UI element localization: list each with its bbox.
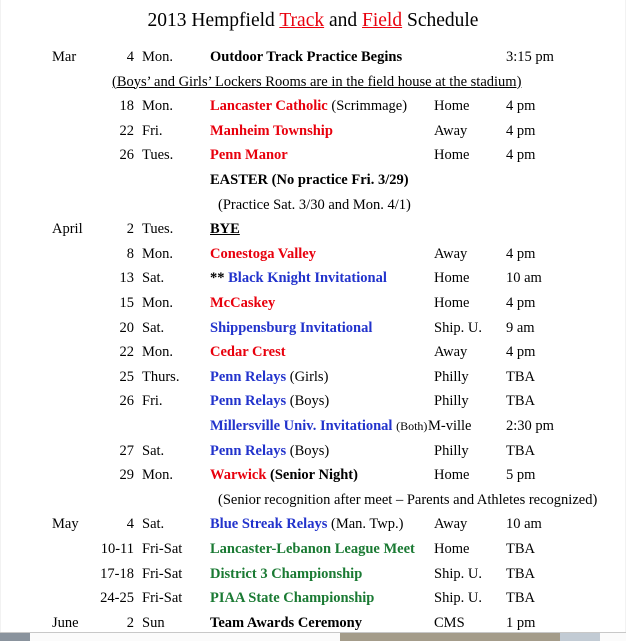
row-event (210, 242, 432, 266)
row-month: Mar (52, 49, 77, 65)
event-name: Blue Streak Relays (210, 516, 328, 533)
schedule-note: (Practice Sat. 3/30 and Mon. 4/1) (218, 196, 411, 213)
row-location: Ship. U. (434, 590, 482, 607)
event-name: Penn Relays (210, 393, 287, 410)
row-time: 10 am (506, 516, 542, 533)
event-note: (Scrimmage) (331, 98, 408, 115)
row-time: 5 pm (506, 467, 536, 484)
event-name: Conestoga Valley (210, 245, 316, 262)
event-name: Team Awards Ceremony (210, 614, 362, 631)
row-location: Ship. U. (434, 565, 482, 582)
row-location: Home (434, 541, 470, 557)
row-day: 27 (119, 442, 134, 459)
event-name: PIAA State Championship (210, 590, 375, 607)
event-name: District 3 Championship (210, 565, 363, 582)
row-event (210, 414, 432, 438)
row-day: 8 (126, 245, 134, 262)
schedule-note: (Senior recognition after meet – Parents and Athletes recognized) (218, 491, 598, 508)
event-name: Lancaster-Lebanon League Meet (210, 541, 415, 557)
event-name: Black Knight Invitational (228, 270, 387, 287)
row-location: CMS (434, 614, 465, 631)
row-weekday: Tues. (142, 221, 174, 238)
row-weekday: Sat. (142, 319, 165, 336)
table-row (0, 463, 626, 487)
row-day: 22 (119, 122, 134, 139)
row-location: Philly (434, 442, 469, 459)
row-day: 13 (119, 270, 134, 287)
table-row (0, 168, 626, 192)
event-name: Penn Relays (210, 368, 287, 385)
row-location: Home (434, 98, 470, 115)
row-weekday: Mon. (142, 245, 174, 262)
row-event (210, 94, 432, 118)
table-row (0, 562, 626, 586)
row-event (210, 611, 432, 635)
row-weekday: Sun (142, 614, 165, 631)
row-event (210, 512, 432, 536)
row-day: 2 (126, 614, 134, 631)
row-month: May (52, 516, 79, 533)
row-location: M-ville (428, 418, 472, 434)
row-time: TBA (506, 565, 535, 582)
row-event (210, 217, 432, 241)
row-event (210, 45, 432, 69)
event-name: Penn Manor (210, 147, 288, 164)
event-name: McCaskey (210, 295, 276, 311)
row-day: 17-18 (100, 565, 134, 582)
table-row (0, 586, 626, 610)
row-location: Away (434, 516, 468, 533)
row-time: 4 pm (506, 295, 536, 311)
event-name: EASTER (210, 172, 269, 188)
row-day: 22 (119, 344, 134, 361)
row-day: 10-11 (100, 541, 134, 557)
desktop-strip-segment (340, 633, 560, 641)
event-note: (Boys) (289, 442, 330, 459)
row-weekday: Sat. (142, 270, 165, 287)
row-day: 4 (126, 49, 134, 65)
row-event (210, 143, 432, 167)
table-row (0, 414, 626, 438)
row-weekday: Sat. (142, 516, 165, 533)
row-time: 9 am (506, 319, 535, 336)
event-note: (Both) (396, 419, 428, 433)
table-row (0, 119, 626, 143)
desktop-strip-segment (560, 633, 600, 641)
row-location: Home (434, 147, 470, 164)
event-name: BYE (210, 221, 240, 238)
row-day: 24-25 (100, 590, 134, 607)
event-note: (Senior Night) (270, 467, 358, 484)
row-day: 20 (119, 319, 134, 336)
row-day: 2 (126, 221, 134, 238)
row-weekday: Fri-Sat (142, 565, 183, 582)
row-event (210, 266, 432, 290)
row-location: Away (434, 122, 468, 139)
desktop-background-strip (0, 633, 626, 641)
row-weekday: Tues. (142, 147, 174, 164)
event-name: Lancaster Catholic (210, 98, 328, 115)
row-month: April (52, 221, 83, 238)
desktop-strip-segment (600, 633, 626, 641)
title-text: 2013 Hempfield (147, 10, 280, 31)
title-highlight-word: Track (279, 10, 325, 31)
row-day: 15 (119, 295, 134, 311)
row-location: Home (434, 270, 470, 287)
event-name: Warwick (210, 467, 267, 484)
row-location: Philly (434, 368, 469, 385)
table-row (0, 242, 626, 266)
row-weekday: Mon. (142, 295, 174, 311)
row-day: 29 (119, 467, 134, 484)
row-time: 4 pm (506, 122, 536, 139)
event-name: Millersville Univ. Invitational (210, 418, 393, 434)
row-time: TBA (506, 368, 535, 385)
row-event (210, 439, 432, 463)
row-time: 1 pm (506, 614, 536, 631)
row-time: 2:30 pm (506, 418, 554, 434)
row-event (210, 291, 432, 315)
event-name: Outdoor Track Practice Begins (210, 49, 403, 65)
table-row (0, 266, 626, 290)
row-event (210, 119, 432, 143)
title-highlight-word: Field (362, 10, 403, 31)
event-note: (Boys) (289, 393, 330, 410)
event-name: Penn Relays (210, 442, 287, 459)
table-row (0, 439, 626, 463)
row-time: 4 pm (506, 147, 536, 164)
row-event (210, 340, 432, 364)
title-text: Schedule (402, 10, 479, 31)
row-time: 4 pm (506, 98, 536, 115)
row-location: Home (434, 467, 470, 484)
table-row (0, 45, 626, 69)
row-weekday: Fri-Sat (142, 541, 183, 557)
table-row (0, 143, 626, 167)
event-note: (No practice Fri. 3/29) (271, 172, 409, 188)
row-location: Home (434, 295, 470, 311)
row-time: 4 pm (506, 344, 536, 361)
row-location: Ship. U. (434, 319, 482, 336)
event-name: Manheim Township (210, 122, 333, 139)
row-location: Away (434, 245, 468, 262)
row-weekday: Mon. (142, 98, 174, 115)
desktop-strip-segment (0, 633, 30, 641)
table-row (0, 611, 626, 635)
row-weekday: Fri. (142, 393, 163, 410)
schedule-note: (Boys’ and Girls’ Lockers Rooms are in the field house at the stadium) (112, 73, 522, 90)
row-time: TBA (506, 590, 535, 607)
row-time: 3:15 pm (506, 49, 554, 65)
event-note: (Man. Twp.) (330, 516, 404, 533)
table-row (0, 389, 626, 413)
title-text: and (324, 10, 363, 31)
row-day: 4 (126, 516, 134, 533)
table-row (0, 217, 626, 241)
table-row (0, 512, 626, 536)
row-day: 18 (119, 98, 134, 115)
row-time: TBA (506, 541, 535, 557)
row-day: 25 (119, 368, 134, 385)
row-location: Philly (434, 393, 469, 410)
table-row (0, 316, 626, 340)
event-note: (Girls) (289, 368, 329, 385)
table-row (0, 340, 626, 364)
row-event (210, 463, 432, 487)
table-row (0, 94, 626, 118)
table-row (0, 537, 626, 561)
row-time: 4 pm (506, 245, 536, 262)
row-weekday: Mon. (142, 49, 174, 65)
row-event (210, 168, 432, 192)
row-time: 10 am (506, 270, 542, 287)
row-event (210, 562, 432, 586)
row-day: 26 (119, 393, 134, 410)
event-name: Cedar Crest (210, 344, 286, 361)
row-weekday: Thurs. (142, 368, 180, 385)
row-weekday: Fri. (142, 122, 163, 139)
row-day: 26 (119, 147, 134, 164)
table-row (0, 365, 626, 389)
row-event (210, 586, 432, 610)
row-event (210, 537, 432, 561)
row-event (210, 316, 432, 340)
row-weekday: Sat. (142, 442, 165, 459)
event-name: Shippensburg Invitational (210, 319, 373, 336)
row-time: TBA (506, 442, 535, 459)
row-event (210, 365, 432, 389)
page-title (0, 10, 626, 32)
event-asterisk-marker: ** (210, 270, 229, 287)
row-location: Away (434, 344, 468, 361)
row-time: TBA (506, 393, 535, 410)
desktop-strip-segment (30, 633, 340, 641)
row-event (210, 389, 432, 413)
table-row (0, 291, 626, 315)
row-weekday: Mon. (142, 467, 174, 484)
row-weekday: Fri-Sat (142, 590, 183, 607)
row-month: June (52, 614, 79, 631)
row-weekday: Mon. (142, 344, 174, 361)
